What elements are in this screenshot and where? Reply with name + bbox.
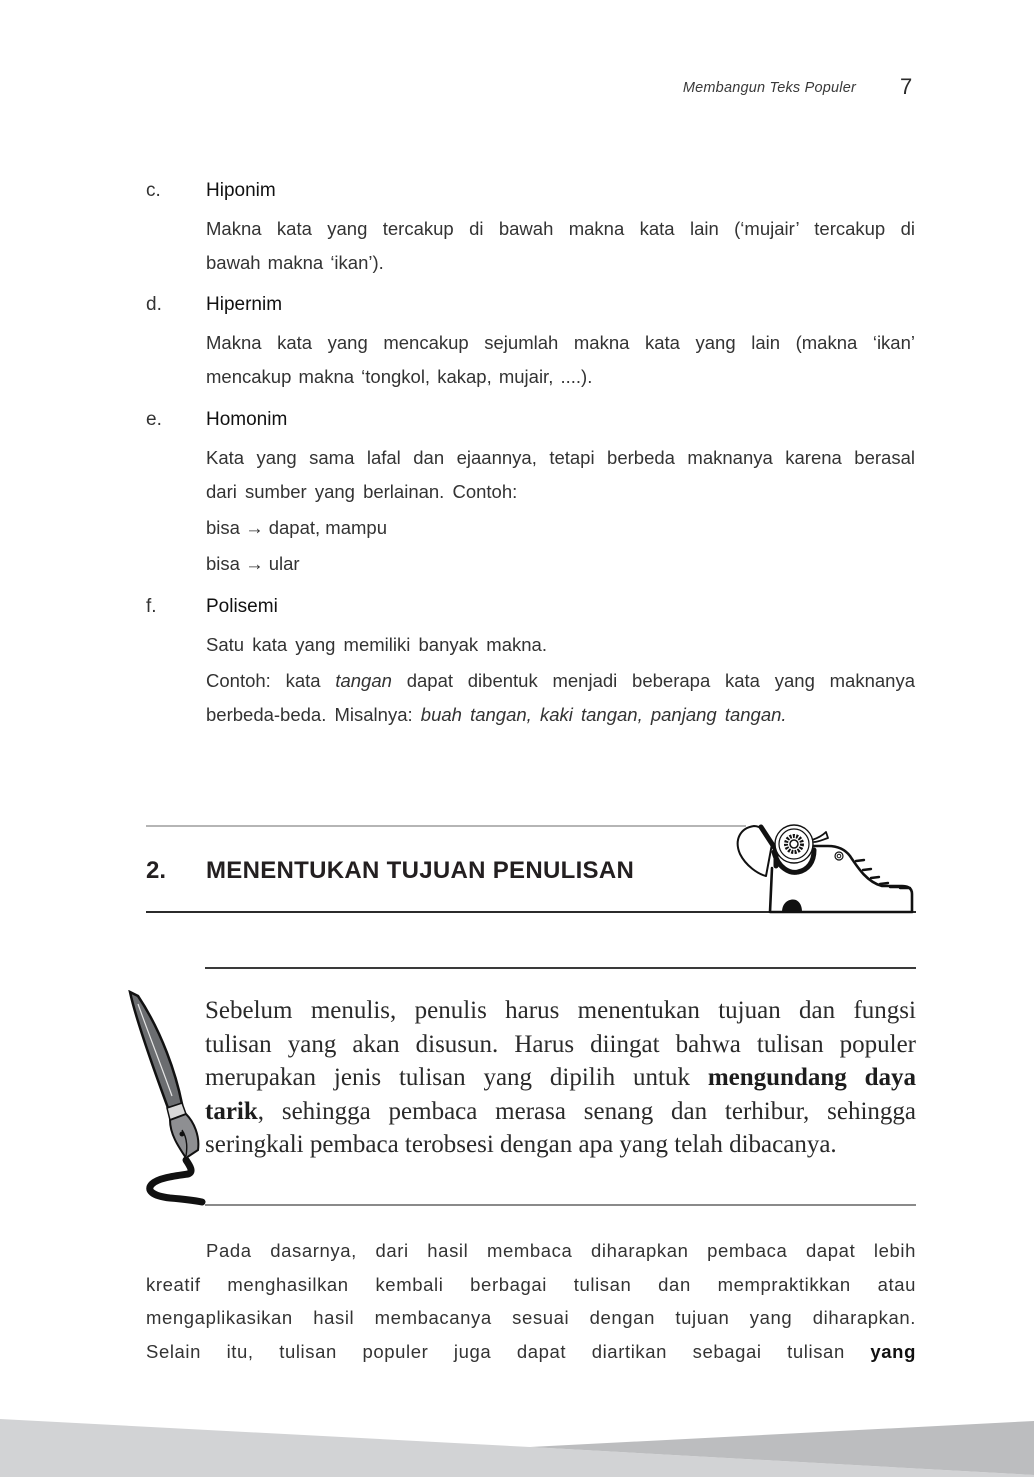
example-line: bisa → dapat, mampu [206,517,387,538]
text-line [206,664,915,698]
example-line: bisa → ular [206,553,300,574]
paragraph-line: mengaplikasikan hasil membacanya sesuai dengan tujuan yang diharapkan. [146,1307,916,1328]
page-number: 7 [900,74,913,99]
list-marker: f. [146,596,157,617]
text-line: mencakup makna ‘tongkol, kakap, mujair, ....). [206,366,593,387]
list-term: Homonim [206,409,288,430]
italic-examples: buah tangan, kaki tangan, panjang tangan. [420,704,787,725]
callout-line: seringkali pembaca terobsesi dengan apa yang telah dibacanya. [205,1131,837,1158]
paragraph-line [146,1335,916,1369]
text-run: Selain itu, tulisan populer juga dapat diartikan sebagai tulisan [146,1340,871,1362]
text-run: , sehingga pembaca merasa senang dan terhibur, sehingga [257,1097,916,1125]
list-marker: e. [146,409,162,430]
list-term: Hiponim [206,180,276,201]
italic-term: tangan [335,670,392,691]
bold-phrase: tarik [205,1097,258,1125]
list-term: Polisemi [206,596,278,617]
callout-line: Sebelum menulis, penulis harus menentukan tujuan dan fungsi [205,997,916,1024]
paragraph-line: kreatif menghasilkan kembali berbagai tulisan dan mempraktikkan atau [146,1273,916,1295]
text-run: Contoh: kata [206,670,336,691]
paragraph-line: Pada dasarnya, dari hasil membaca diharapkan pembaca dapat lebih [206,1240,916,1261]
text-line: Makna kata yang mencakup sejumlah makna kata yang lain (makna ‘ikan’ [206,332,915,353]
list-description [206,212,915,280]
list-marker: d. [146,294,162,315]
text-run: merupakan jenis tulisan yang dipilih untuk [205,1064,708,1091]
footer-decoration [0,1380,1034,1477]
list-marker: c. [146,180,161,201]
text-line: Kata yang sama lafal dan ejaannya, tetapi berbeda maknanya karena berasal [206,447,915,468]
text-line [206,698,915,732]
callout-line [205,1061,916,1095]
list-description [206,628,915,732]
callout-rule-bottom [205,1204,916,1206]
text-line: dari sumber yang berlainan. Contoh: [206,481,518,502]
fountain-pen-icon [124,990,214,1212]
text-run: berbeda-beda. Misalnya: [206,704,421,725]
list-description [206,441,915,581]
text-run: dapat dibentuk menjadi beberapa kata yang maknanya [391,670,915,691]
bold-phrase: yang [870,1340,916,1362]
section-title: MENENTUKAN TUJUAN PENULISAN [206,857,635,884]
text-line: Satu kata yang memiliki banyak makna. [206,634,547,655]
running-header-title: Membangun Teks Populer [682,80,856,96]
list-term: Hipernim [206,294,283,315]
list-description [206,326,915,394]
section-number: 2. [146,857,167,884]
text-line: Makna kata yang tercakup di bawah makna kata lain (‘mujair’ tercakup di [206,218,915,239]
typewriter-icon [732,816,916,916]
body-paragraph [146,1234,916,1368]
bold-phrase: mengundang daya [707,1064,916,1091]
callout-line: tulisan yang akan disusun. Harus diingat bahwa tulisan populer [205,1030,916,1058]
section-rule-top [146,825,746,827]
callout-rule-top [205,967,916,969]
callout-line [205,1095,916,1129]
callout-text [205,994,916,1162]
text-line: bawah makna ‘ikan’). [206,252,384,273]
